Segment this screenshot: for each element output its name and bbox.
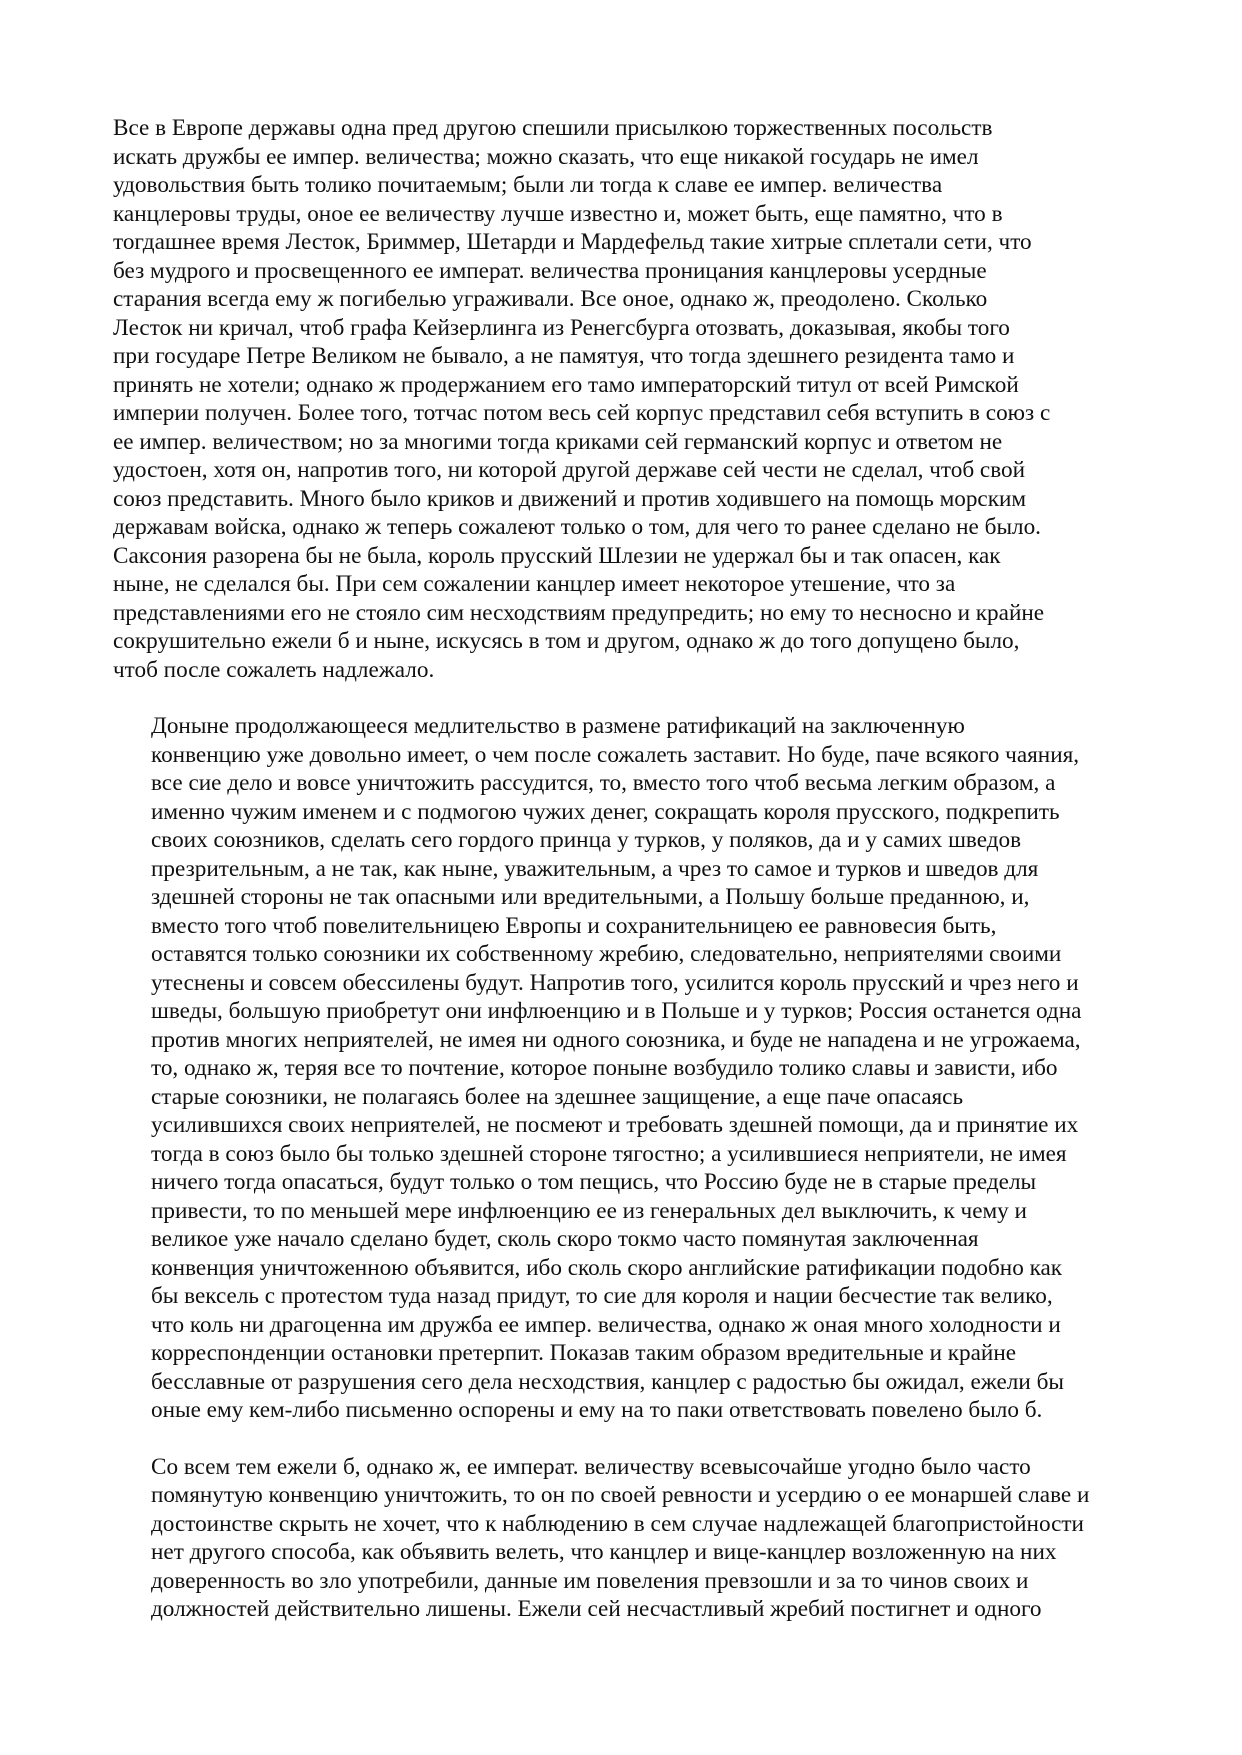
- text-line: великое уже начало сделано будет, сколь скоро токмо часто помянутая заключенная: [151, 1226, 979, 1252]
- paragraph-3: [113, 1453, 1148, 1624]
- text-line: привести, то по меньшей мере инфлюенцию ее из генеральных дел выключить, к чему и: [151, 1197, 1027, 1224]
- paragraph-2: [113, 712, 1148, 1425]
- text-line: оставятся только союзники их собственному жребию, следовательно, неприятелями своими: [151, 941, 1062, 967]
- text-line: при государе Петре Великом не бывало, а не памятуя, что тогда здешнего резидента тамо и: [113, 343, 1015, 369]
- text-line: утеснены и совсем обессилены будут. Напротив того, усилится король прусский и чрез него и: [151, 969, 1079, 996]
- text-line: достоинстве скрыть не хочет, что к наблюдению в сем случае надлежащей благопристойности: [151, 1510, 1084, 1537]
- text-line: конвенция уничтоженною объявится, ибо сколь скоро английские ратификации подобно как: [151, 1254, 1063, 1281]
- text-line: Доныне продолжающееся медлительство в размене ратификаций на заключенную: [151, 713, 965, 739]
- text-line: империи получен. Более того, тотчас потом весь сей корпус представил себя вступить в союз с: [113, 400, 1051, 426]
- text-line: старания всегда ему ж погибелью угрaживали. Все оное, однако ж, преодолено. Сколько: [113, 286, 988, 312]
- text-line: здешней стороны не так опасными или вредительными, а Польшу больше преданною, и,: [151, 884, 1030, 910]
- text-line: ныне, не сделался бы. При сем сожалении канцлер имеет некоторое утешение, что за: [113, 571, 956, 597]
- text-line: ее импер. величеством; но за многими тогда криками сей германский корпус и ответом не: [113, 428, 1003, 455]
- text-line: то, однако ж, теряя все то почтение, которое поныне возбудило толико славы и зависти, ибо: [151, 1055, 1058, 1081]
- text-line: Саксония разорена бы не была, король прусский Шлезии не удержал бы и так опасен, как: [113, 542, 1001, 569]
- text-line: что коль ни драгоценна им дружба ее импер. величества, однако ж оная много холодности и: [151, 1311, 1061, 1338]
- text-line: именно чужим именем и с подмогою чужих денег, сокращать короля прусского, подкрепить: [151, 798, 1060, 825]
- text-line: тогдашнее время Лесток, Бриммер, Шетарди и Мардефельд такие хитрые сплетали сети, что: [113, 229, 1032, 255]
- text-line: искать дружбы ее импер. величества; можно сказать, что еще никакой государь не имел: [113, 143, 979, 170]
- text-line: конвенцию уже довольно имеет, о чем после сожалеть заставит. Но буде, паче всякого чаяния,: [151, 741, 1080, 768]
- text-line: усилившихся своих неприятелей, не посмеют и требовать здешней помощи, да и принятие их: [151, 1112, 1079, 1138]
- text-line: корреспонденции остановки претерпит. Показав таким образом вредительные и крайне: [151, 1340, 1017, 1366]
- text-line: удовольствия быть толико почитаемым; были ли тогда к славе ее импер. величества: [113, 172, 943, 198]
- text-line: презрительным, а не так, как ныне, уважительным, а чрез то самое и турков и шведов для: [151, 855, 1039, 882]
- text-line: принять не хотели; однако ж продержанием его тамо императорский титул от всей Римской: [113, 371, 1019, 398]
- text-line: удостоен, хотя он, напротив того, ни которой другой державе сей чести не сделал, чтоб свой: [113, 457, 1026, 483]
- text-line: Со всем тем ежели б, однако ж, ее императ. величеству всевысочайше угодно было часто: [151, 1453, 1031, 1480]
- text-line: Все в Европе державы одна пред другою спешили присылкою торжественных посольств: [113, 115, 993, 141]
- text-line: старые союзники, не полагаясь более на здешнее защищение, а еще паче опасаясь: [151, 1083, 964, 1110]
- text-line: должностей действительно лишены. Ежели сей несчастливый жребий постигнет и одного: [151, 1596, 1042, 1622]
- text-line: Лесток ни кричал, чтоб графа Кейзерлинга из Ренегсбурга отозвать, доказывая, якобы того: [113, 314, 1010, 341]
- text-line: сокрушительно ежели б и ныне, искусясь в том и другом, однако ж до того допущено было,: [113, 628, 1020, 654]
- text-line: вместо того чтоб повелительницею Европы и сохранительницею ее равновесия быть,: [151, 912, 997, 939]
- text-line: шведы, большую приобретут они инфлюенцию и в Польше и у турков; Россия останется одна: [151, 998, 1082, 1024]
- text-line: бесславные от разрушения сего дела несходствия, канцлер с радостью бы ожидал, ежели бы: [151, 1368, 1064, 1395]
- text-line: представлениями его не стояло сим несходствиям предупредить; но ему то несносно и крайне: [113, 599, 1045, 626]
- text-line: бы вексель с протестом туда назад придут, то сие для короля и нации бесчестие так велико,: [151, 1283, 1053, 1309]
- text-line: без мудрого и просвещенного ее императ. величества проницания канцлеровы усердные: [113, 257, 987, 284]
- document-page: [113, 114, 1148, 1624]
- text-line: доверенность во зло употребили, данные им повеления превзошли и за то чинов своих и: [151, 1567, 1029, 1594]
- text-line: ничего тогда опасаться, будут только о том пещись, что Россию буде не в старые пределы: [151, 1169, 1037, 1195]
- text-line: канцлеровы труды, оное ее величеству лучше известно и, может быть, еще памятно, что в: [113, 200, 1003, 227]
- text-line: чтоб после сожалеть надлежало.: [113, 656, 435, 683]
- text-line: все сие дело и вовсе уничтожить рассудится, то, вместо того чтоб весьма легким образом, а: [151, 770, 1056, 796]
- text-line: против многих неприятелей, не имея ни одного союзника, и буде не нападена и не угрожаема,: [151, 1026, 1081, 1053]
- text-line: оные ему кем-либо письменно оспорены и ему на то паки ответствовать повелено было б.: [151, 1397, 1043, 1423]
- paragraph-1: [113, 114, 1148, 684]
- text-line: союз представить. Много было криков и движений и против ходившего на помощь морским: [113, 485, 1027, 512]
- text-line: нет другого способа, как объявить велеть, что канцлер и вице-канцлер возложенную на них: [151, 1539, 1057, 1565]
- text-line: тогда в союз было бы только здешней стороне тягостно; а усилившиеся неприятели, не имея: [151, 1140, 1067, 1167]
- text-line: помянутую конвенцию уничтожить, то он по своей ревности и усердию о ее монаршей славе и: [151, 1482, 1090, 1508]
- text-line: своих союзников, сделать сего гордого принца у турков, у поляков, да и у самих шведов: [151, 827, 1022, 853]
- text-line: державам войска, однако ж теперь сожалеют только о том, для чего то ранее сделано не было.: [113, 514, 1041, 540]
